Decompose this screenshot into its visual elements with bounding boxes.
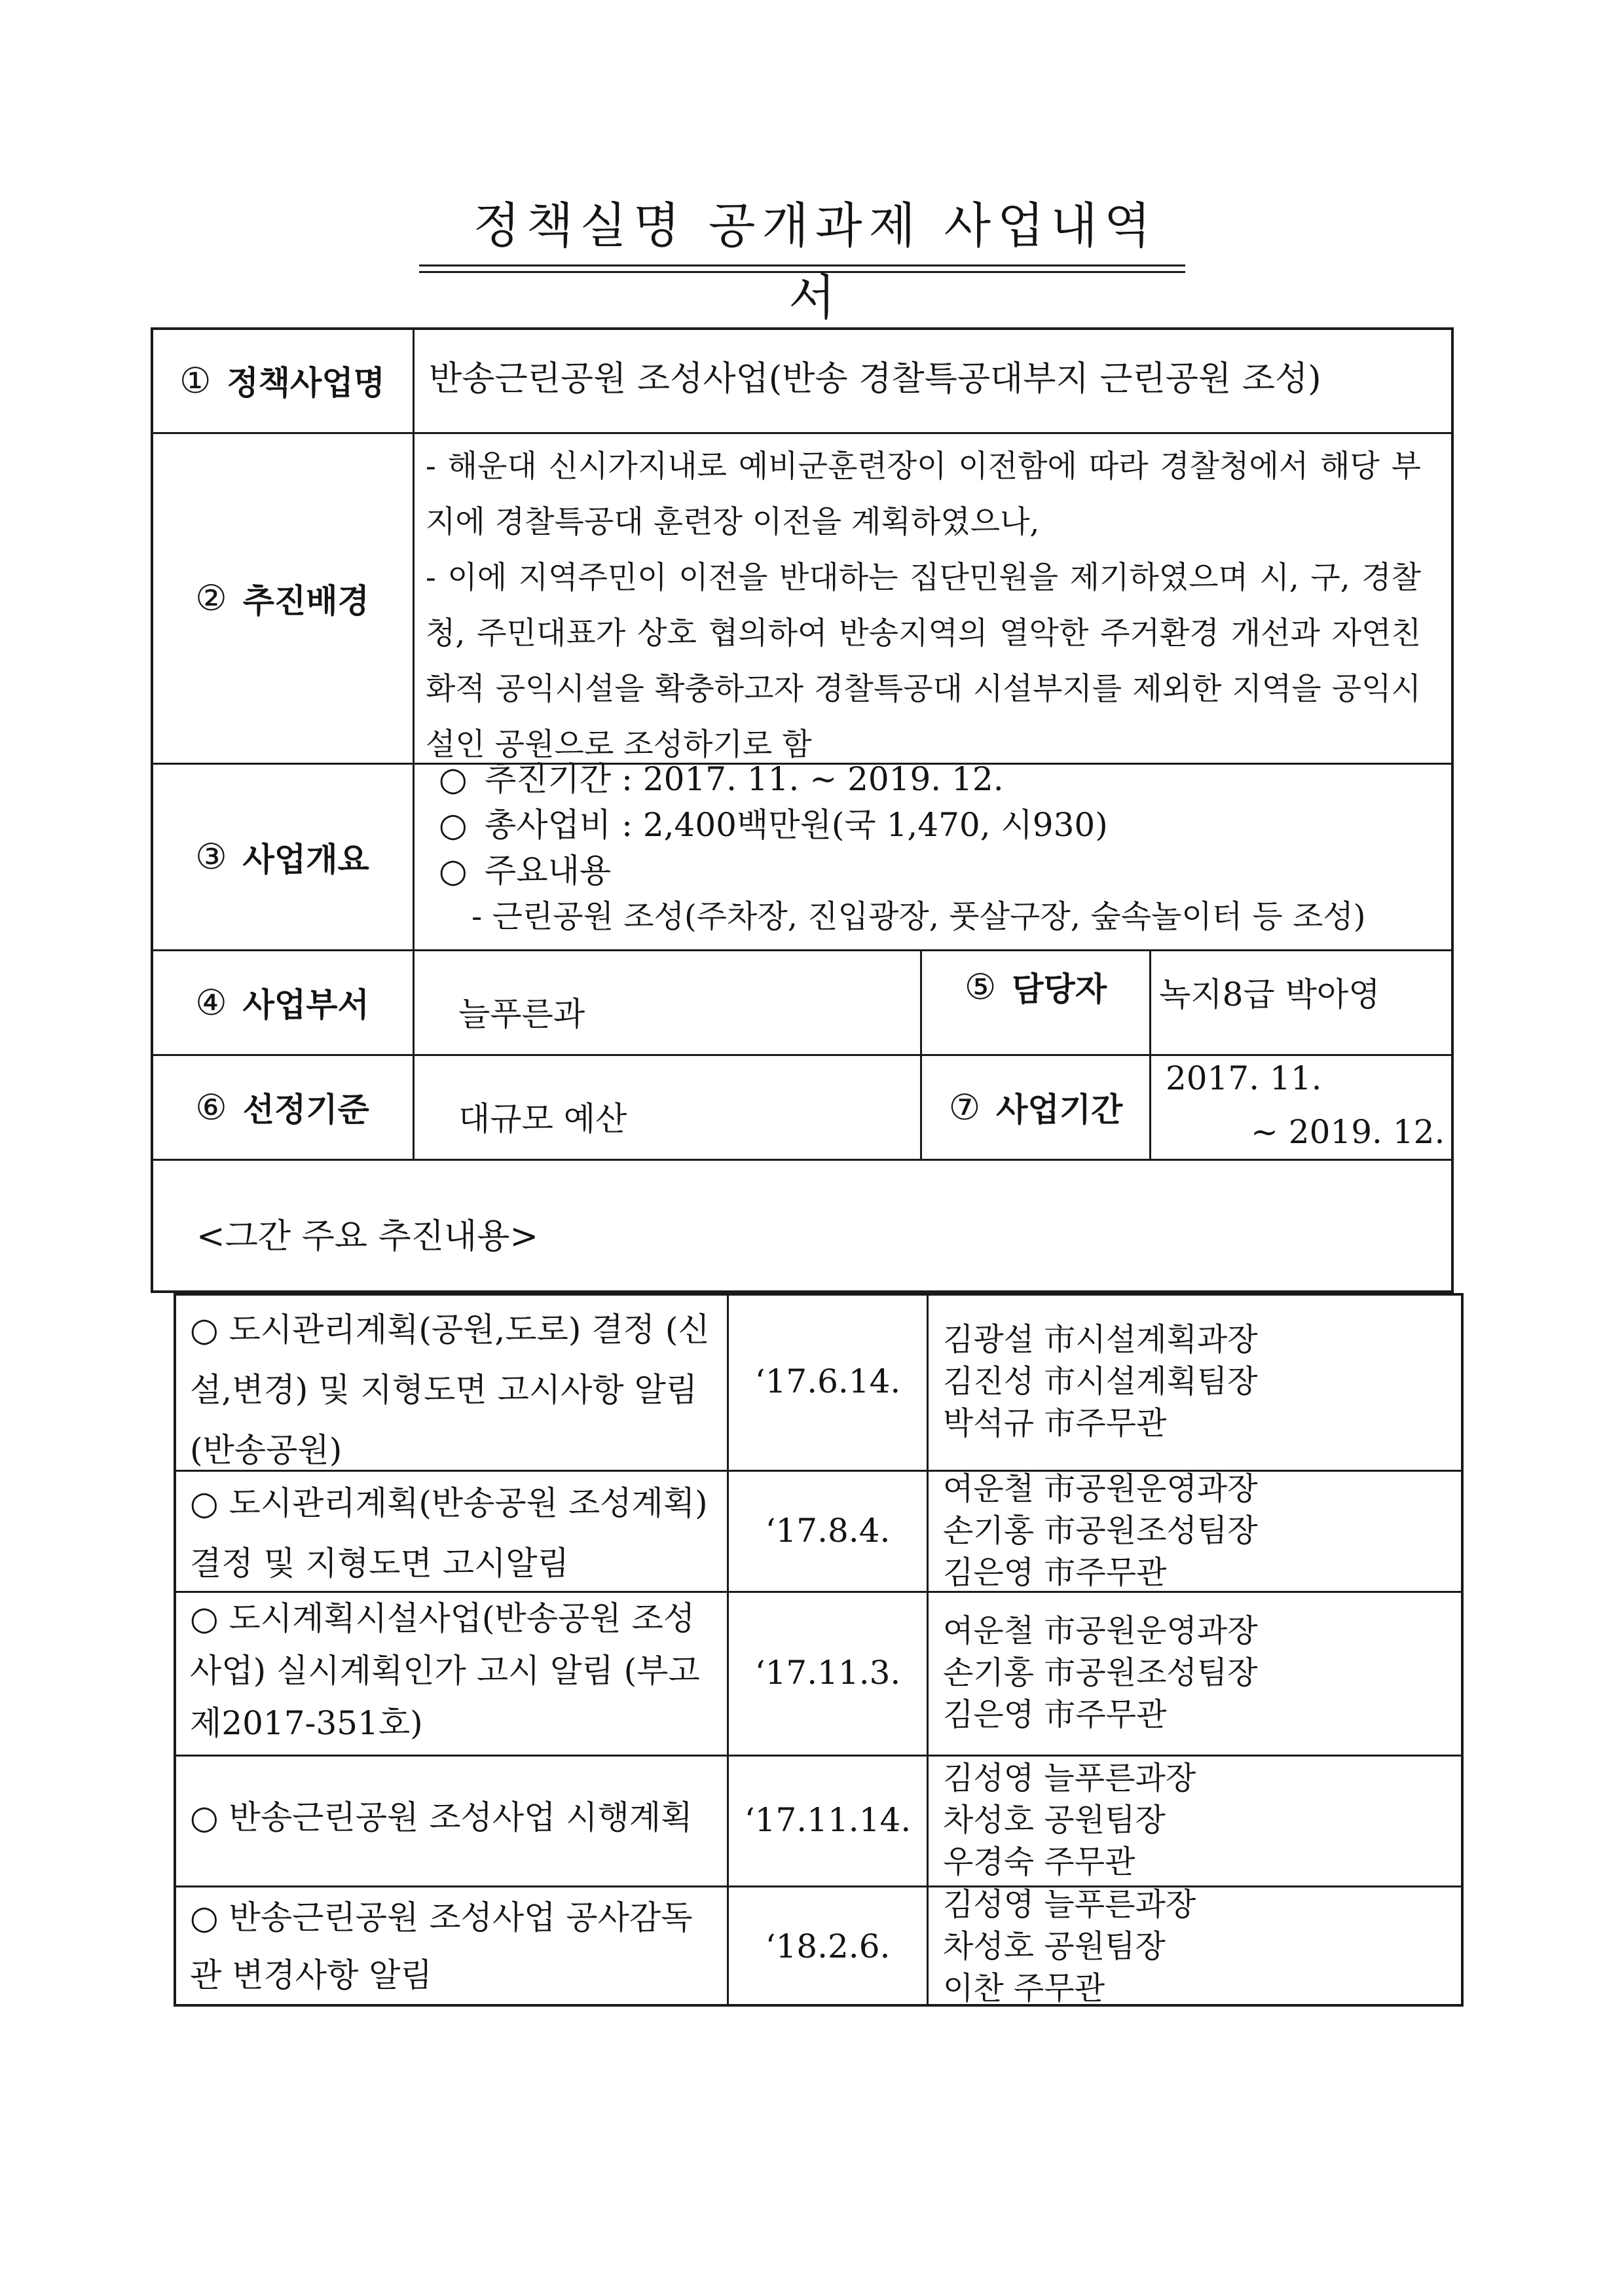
history-item-text: ○ 반송근린공원 조성사업 시행계획 xyxy=(190,1798,693,1836)
circled-number: ④ xyxy=(195,981,227,1023)
history-item-names xyxy=(943,1755,1454,1886)
title-underline-double xyxy=(419,271,1185,273)
row-divider xyxy=(151,1159,1454,1161)
history-item-names xyxy=(943,1293,1454,1470)
name-line: 김은영 市주무관 xyxy=(943,1696,1167,1733)
history-item-text: ○ 도시관리계획(공원,도로) 결정 (신설,변경) 및 지형도면 고시사항 알림(반송공원) xyxy=(190,1311,710,1469)
project-name-value: 반송근린공원 조성사업(반송 경찰특공대부지 근린공원 조성) xyxy=(429,359,1321,399)
overview-item: ○ 주요내용 xyxy=(439,852,612,890)
overview-value xyxy=(439,756,1447,939)
history-item-date: ‘17.11.14. xyxy=(744,1801,912,1839)
history-item-text: ○ 반송근린공원 조성사업 공사감독관 변경사항 알림 xyxy=(190,1899,693,1994)
history-item-names xyxy=(943,1591,1454,1755)
label-text: 추진배경 xyxy=(242,581,369,620)
label-column-divider xyxy=(413,327,415,1159)
overview-item: ○ 총사업비 : 2,400백만원(국 1,470, 시930) xyxy=(439,806,1108,844)
name-line: 우경숙 주무관 xyxy=(943,1844,1135,1880)
circled-number: ① xyxy=(179,359,212,401)
department-value: 늘푸른과 xyxy=(458,995,585,1033)
name-line: 여운철 市공원운영과장 xyxy=(943,1613,1258,1649)
period-end: ~ 2019. 12. xyxy=(1251,1113,1445,1151)
circled-number: ⑤ xyxy=(964,966,997,1008)
name-line: 손기홍 市공원조성팀장 xyxy=(943,1512,1258,1549)
name-line: 김성영 늘푸른과장 xyxy=(943,1760,1196,1796)
department-label xyxy=(152,951,413,1054)
history-item-names xyxy=(943,1470,1454,1591)
background-value xyxy=(426,439,1421,773)
history-heading: <그간 주요 추진내용> xyxy=(196,1217,539,1256)
value-column-divider-2 xyxy=(1149,949,1151,1159)
background-item: - 이에 지역주민이 이전을 반대하는 집단민원을 제기하였으며 시, 구, 경찰청, 주민대표가 상호 협의하여 반송지역의 열악한 주거환경 개선과 자연친화적 공익시설을 확충하고자 경찰특공대 시설부지를 제외한 지역을 공익시설인 공원으로 조성하기로 함 xyxy=(426,560,1421,763)
name-line: 김은영 市주무관 xyxy=(943,1554,1167,1591)
document-title: 정책실명 공개과제 사업내역서 xyxy=(473,198,1158,326)
name-line: 김진성 市시설계획팀장 xyxy=(943,1363,1258,1400)
overview-detail: - 근린공원 조성(주차장, 진입광장, 풋살구장, 숲속놀이터 등 조성) xyxy=(471,898,1366,935)
project-name-label xyxy=(152,329,413,432)
history-item-date: ‘17.11.3. xyxy=(754,1654,901,1692)
name-line: 손기홍 市공원조성팀장 xyxy=(943,1654,1258,1691)
label-text: 선정기준 xyxy=(242,1091,369,1129)
overview-item: ○ 추진기간 : 2017. 11. ~ 2019. 12. xyxy=(439,760,1004,798)
name-line: 이찬 주무관 xyxy=(943,1969,1105,2007)
manager-value: 녹지8급 박아영 xyxy=(1159,975,1380,1013)
name-line: 차성호 공원팀장 xyxy=(943,1927,1166,1965)
history-item-text: ○ 도시계획시설사업(반송공원 조성사업) 실시계획인가 고시 알림 (부고 제2017-351호) xyxy=(190,1599,700,1742)
name-line: 여운철 市공원운영과장 xyxy=(943,1470,1258,1507)
circled-number: ⑥ xyxy=(195,1086,227,1128)
circled-number: ⑦ xyxy=(948,1086,981,1128)
label-text: 담당자 xyxy=(1012,970,1107,1008)
names-column-divider xyxy=(927,1293,929,2007)
history-item-date: ‘17.8.4. xyxy=(765,1511,891,1550)
label-text: 정책사업명 xyxy=(227,364,385,402)
period-label xyxy=(922,1055,1149,1159)
circled-number: ② xyxy=(195,577,227,619)
history-item-date: ‘18.2.6. xyxy=(765,1927,891,1965)
criteria-label xyxy=(152,1055,413,1159)
title-underline xyxy=(419,264,1185,266)
name-line: 김성영 늘푸른과장 xyxy=(943,1886,1196,1923)
history-item-text: ○ 도시관리계획(반송공원 조성계획) 결정 및 지형도면 고시알림 xyxy=(190,1484,708,1582)
name-line: 박석규 市주무관 xyxy=(943,1405,1167,1442)
name-line: 차성호 공원팀장 xyxy=(943,1802,1166,1838)
label-text: 사업부서 xyxy=(242,986,369,1024)
history-item-date: ‘17.6.14. xyxy=(754,1362,901,1400)
manager-label xyxy=(922,951,1149,1023)
period-start: 2017. 11. xyxy=(1166,1059,1322,1097)
label-text: 사업기간 xyxy=(996,1091,1123,1129)
background-label xyxy=(152,433,413,763)
name-line: 김광설 市시설계획과장 xyxy=(943,1321,1258,1358)
history-item-names xyxy=(943,1886,1454,2007)
criteria-value: 대규모 예산 xyxy=(458,1100,627,1138)
background-item: - 해운대 신시가지내로 예비군훈련장이 이전함에 따라 경찰청에서 해당 부지에 경찰특공대 훈련장 이전을 계획하였으나, xyxy=(426,448,1421,540)
overview-label xyxy=(152,764,413,949)
label-text: 사업개요 xyxy=(242,840,369,879)
circled-number: ③ xyxy=(195,836,227,877)
